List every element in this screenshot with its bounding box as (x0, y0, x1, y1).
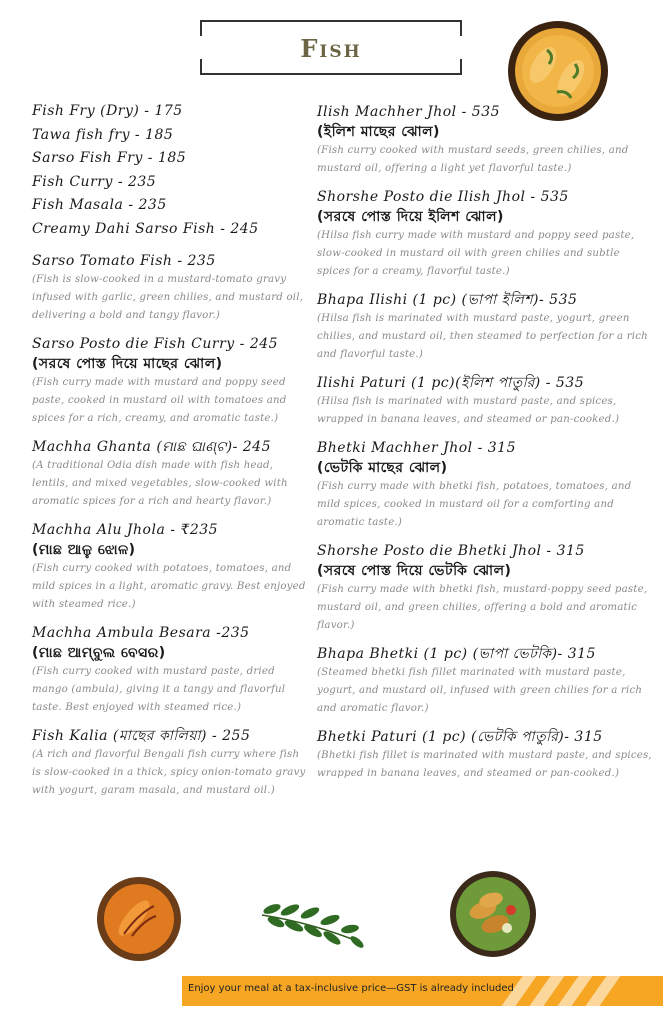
curry-bowl-bottom-left-icon (96, 876, 182, 962)
menu-item (317, 644, 652, 718)
menu-item-description: (Fish curry made with mustard and poppy seed paste, cooked in mustard oil with tomatoes and spices for a rich, creamy, and aromatic taste.) (32, 377, 287, 424)
menu-item-native-name: (সরষে পোস্ত দিয়ে ইলিশ ঝোল) (317, 209, 504, 225)
curry-leaf-icon (258, 895, 368, 950)
menu-item-description: (Fish curry cooked with potatoes, tomatoes, and mild spices in a light, aromatic gravy. Best enjoyed with steamed rice.) (32, 563, 306, 610)
menu-item-simple: Fish Curry - 235 (32, 173, 157, 190)
menu-item-description: (Fish curry made with bhetki fish, mustard-poppy seed paste, mustard oil, and green chilies, offering a bold and aromatic flavor.) (317, 584, 648, 631)
menu-item (32, 437, 307, 511)
menu-item-name: Shorshe Posto die Ilish Jhol - 535 (317, 189, 569, 205)
menu-item (317, 541, 652, 635)
menu-item-name: Bhetki Machher Jhol - 315 (317, 440, 516, 456)
menu-item-description: (Steamed bhetki fish fillet marinated with mustard paste, yogurt, and mustard oil, infused with green chilies for a rich and aromatic flavor.) (317, 667, 643, 714)
menu-item-description: (Fish curry cooked with mustard paste, dried mango (ambula), giving it a tangy and flavorful taste. Best enjoyed with steamed rice.) (32, 666, 286, 713)
page-title: Fish (300, 34, 362, 63)
menu-item-native-name: (ভেটকি মাছের ঝোল) (317, 460, 448, 476)
menu-item-name: Machha Ghanta (ମାଛ ଘାଣ୍ଟ)- 245 (32, 439, 271, 455)
menu-item (317, 438, 652, 532)
menu-item-name: Sarso Posto die Fish Curry - 245 (32, 336, 279, 352)
menu-item-native-name: (ମାଛ ଆଳୁ ଝୋଳ) (32, 542, 136, 558)
menu-item-description: (Hilsa fish curry made with mustard and poppy seed paste, slow-cooked in mustard oil with green chilies and subtle spices for a creamy, flavorful taste.) (317, 230, 635, 277)
menu-item-name: Sarso Tomato Fish - 235 (32, 253, 216, 269)
menu-item-name: Bhetki Paturi (1 pc) (ভেটকি পাতুরি)- 315 (317, 729, 603, 745)
menu-item-name: Bhapa Ilishi (1 pc) (ভাপা ইলিশ)- 535 (317, 292, 578, 308)
menu-item-simple: Fish Fry (Dry) - 175 (32, 103, 183, 119)
menu-item-name: Shorshe Posto die Bhetki Jhol - 315 (317, 543, 585, 559)
title-frame (200, 20, 462, 75)
menu-item-simple: Tawa fish fry - 185 (32, 126, 174, 143)
menu-item (32, 726, 307, 800)
menu-item (32, 623, 307, 717)
menu-item (317, 727, 652, 783)
menu-item-name: Ilishi Paturi (1 pc)(ইলিশ পাতুরি) - 535 (317, 375, 585, 391)
menu-item-name: Ilish Machher Jhol - 535 (317, 104, 501, 120)
menu-item-simple: Sarso Fish Fry - 185 (32, 150, 187, 166)
menu-item (317, 187, 652, 281)
fish-plate-icon (449, 870, 537, 958)
menu-item-name: Machha Alu Jhola - ₹235 (32, 522, 219, 538)
right-column (317, 102, 652, 783)
menu-item-name: Fish Kalia (মাছের কালিয়া) - 255 (32, 728, 251, 744)
footer-banner (182, 976, 663, 1006)
menu-item-description: (Bhetki fish fillet is marinated with mustard paste, and spices, wrapped in banana leaves, and steamed or pan-cooked.) (317, 750, 652, 779)
menu-item-description: (Fish curry cooked with mustard seeds, green chilies, and mustard oil, offering a light yet flavorful taste.) (317, 145, 629, 174)
menu-item (317, 102, 652, 178)
simple-list (32, 100, 307, 241)
right-item-list (317, 102, 652, 783)
menu-item-native-name: (ইলিশ মাছের ঝোল) (317, 124, 440, 140)
menu-item-native-name: (ମାଛ ଆମ୍ବୁଲ ବେସର) (32, 645, 166, 661)
menu-item-simple: Creamy Dahi Sarso Fish - 245 (32, 220, 259, 237)
menu-item-native-name: (সরষে পোস্ত দিয়ে মাছের ঝোল) (32, 356, 223, 372)
menu-item-name: Bhapa Bhetki (1 pc) (ভাপা ভেটকি)- 315 (317, 646, 596, 662)
menu-item-description: (Fish is slow-cooked in a mustard-tomato gravy infused with garlic, green chilies, and mustard oil, delivering a bold and tangy flavor.) (32, 274, 304, 321)
left-column (32, 100, 307, 800)
menu-item (32, 520, 307, 614)
menu-item (32, 251, 307, 325)
menu-item-description: (A traditional Odia dish made with fish head, lentils, and mixed vegetables, slow-cooked with aromatic spices for a rich and hearty flavor.) (32, 460, 288, 507)
menu-item-name: Machha Ambula Besara -235 (32, 625, 250, 641)
menu-item-native-name: (সরষে পোস্ত দিয়ে ভেটকি ঝোল) (317, 563, 512, 579)
menu-item-description: (Hilsa fish is marinated with mustard paste, and spices, wrapped in banana leaves, and steamed or pan-cooked.) (317, 396, 620, 425)
menu-item-simple: Fish Masala - 235 (32, 197, 167, 213)
footer-text: Enjoy your meal at a tax-inclusive price—GST is already included (188, 983, 514, 994)
menu-item (317, 373, 652, 429)
menu-item-description: (A rich and flavorful Bengali fish curry where fish is slow-cooked in a thick, spicy onion-tomato gravy with yogurt, garam masala, and mustard oil.) (32, 749, 306, 796)
menu-item (317, 290, 652, 364)
menu-item-description: (Hilsa fish is marinated with mustard paste, yogurt, green chilies, and mustard oil, then steamed to perfection for a rich and flavorful taste.) (317, 313, 648, 360)
menu-item-description: (Fish curry made with bhetki fish, potatoes, tomatoes, and mild spices, cooked in mustard oil for a comforting and aromatic taste.) (317, 481, 632, 528)
menu-item (32, 334, 307, 428)
left-item-list (32, 251, 307, 800)
